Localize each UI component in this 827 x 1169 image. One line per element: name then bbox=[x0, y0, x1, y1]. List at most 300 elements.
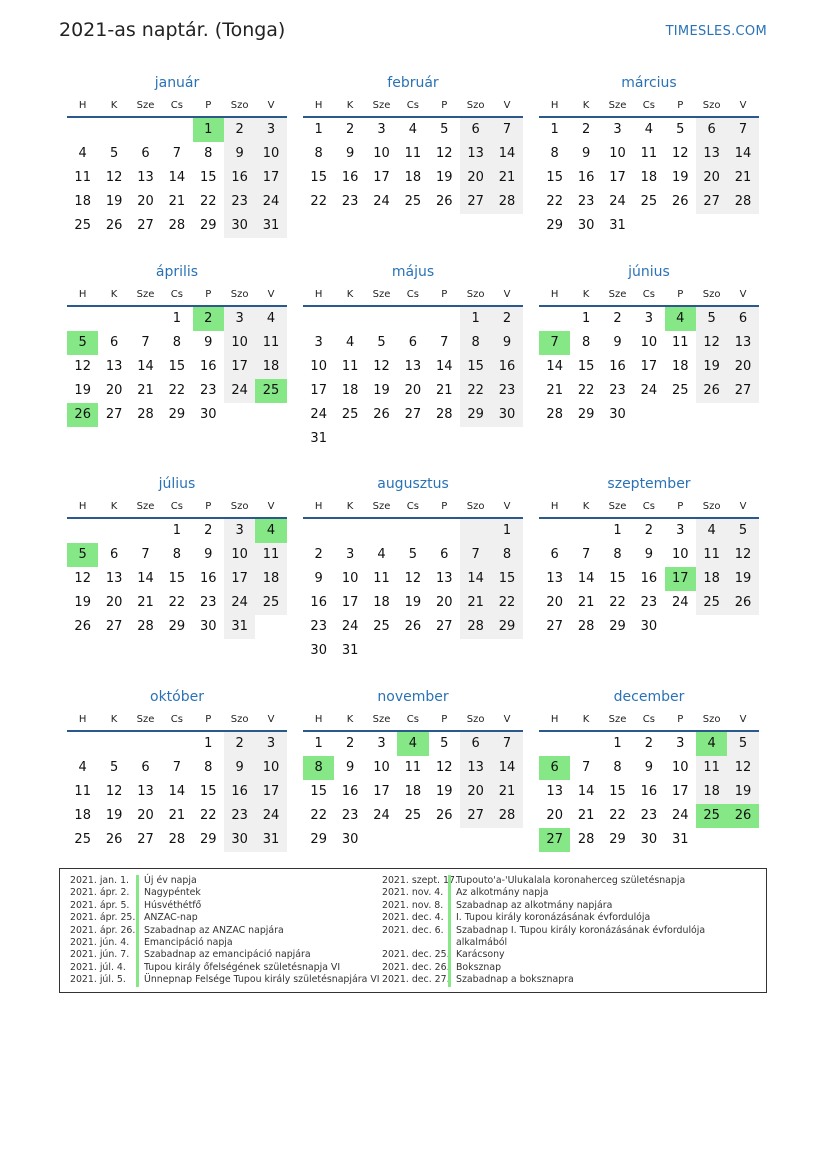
day-cell: 17 bbox=[665, 567, 696, 591]
day-cell: 15 bbox=[310, 784, 327, 799]
day-cell: 22 bbox=[310, 194, 327, 209]
weekday-label: Sze bbox=[608, 289, 627, 300]
day-cell: 4 bbox=[78, 760, 87, 775]
day-cell: 27 bbox=[460, 190, 491, 214]
day-cell: 26 bbox=[435, 808, 453, 823]
day-cell: 11 bbox=[74, 784, 91, 799]
day-cell: 25 bbox=[255, 379, 286, 403]
day-cell: 17 bbox=[609, 170, 626, 185]
day-cell: 23 bbox=[199, 383, 217, 398]
holiday-name: Emancipáció napja bbox=[136, 937, 380, 949]
weekday-label: Szo bbox=[702, 714, 721, 725]
day-cell: 3 bbox=[224, 519, 255, 543]
day-cell: 10 bbox=[224, 543, 255, 567]
day-cell: 11 bbox=[404, 146, 422, 161]
empty-cell bbox=[130, 519, 161, 543]
weekday-label: V bbox=[267, 289, 275, 300]
weekday-label: Sze bbox=[136, 100, 155, 111]
day-cell: 13 bbox=[404, 359, 422, 374]
weekday-label: K bbox=[110, 100, 118, 111]
day-cell: 22 bbox=[310, 808, 327, 823]
day-cell: 18 bbox=[404, 784, 422, 799]
holiday-date: 2021. dec. 27. bbox=[382, 974, 450, 986]
day-cell: 30 bbox=[640, 619, 658, 634]
day-cell: 8 bbox=[314, 146, 323, 161]
day-cell: 19 bbox=[727, 567, 758, 591]
holiday-date: 2021. jan. 1. bbox=[70, 875, 130, 886]
weekday-label: Szo bbox=[230, 289, 249, 300]
day-cell: 20 bbox=[546, 595, 563, 610]
day-cell: 18 bbox=[341, 383, 359, 398]
empty-cell bbox=[696, 403, 727, 427]
holiday-date: 2021. ápr. 5. bbox=[70, 899, 130, 911]
day-cell: 2 bbox=[644, 523, 653, 538]
day-cell: 23 bbox=[341, 808, 359, 823]
day-cell: 17 bbox=[671, 784, 689, 799]
empty-cell bbox=[98, 732, 129, 756]
day-cell: 26 bbox=[74, 619, 91, 634]
day-cell: 12 bbox=[435, 146, 453, 161]
empty-cell bbox=[539, 519, 570, 543]
day-cell: 8 bbox=[172, 335, 181, 350]
day-cell: 7 bbox=[491, 118, 522, 142]
day-cell: 18 bbox=[696, 780, 727, 804]
day-cell: 6 bbox=[727, 307, 758, 331]
day-cell: 6 bbox=[109, 547, 119, 562]
empty-cell bbox=[130, 307, 161, 331]
weekday-header bbox=[303, 495, 523, 519]
empty-cell bbox=[98, 118, 129, 142]
day-cell: 4 bbox=[644, 122, 653, 137]
holiday-name: Szabadnap az emancipáció napjára bbox=[136, 949, 380, 961]
day-cell: 31 bbox=[341, 643, 359, 658]
weekday-label: Cs bbox=[170, 501, 183, 512]
day-grid bbox=[67, 118, 287, 238]
day-cell: 17 bbox=[255, 166, 286, 190]
day-cell: 17 bbox=[640, 359, 658, 374]
day-cell: 2 bbox=[193, 307, 224, 331]
weekday-label: V bbox=[739, 501, 747, 512]
day-cell: 13 bbox=[546, 784, 563, 799]
legend-row bbox=[70, 875, 380, 887]
day-cell: 15 bbox=[546, 170, 563, 185]
weekday-label: H bbox=[78, 289, 87, 300]
day-cell: 11 bbox=[341, 359, 359, 374]
day-cell: 25 bbox=[640, 194, 658, 209]
day-cell: 18 bbox=[696, 567, 727, 591]
day-cell: 10 bbox=[671, 760, 689, 775]
weekday-label: Szo bbox=[230, 714, 249, 725]
day-cell: 18 bbox=[404, 170, 422, 185]
day-cell: 2 bbox=[224, 732, 255, 756]
day-cell: 22 bbox=[199, 194, 217, 209]
day-cell: 16 bbox=[640, 784, 658, 799]
day-cell: 13 bbox=[105, 359, 123, 374]
month-calendar bbox=[67, 686, 287, 852]
day-cell: 16 bbox=[491, 355, 522, 379]
weekday-label: P bbox=[677, 289, 684, 300]
day-cell: 27 bbox=[435, 619, 453, 634]
month-name: augusztus bbox=[377, 476, 449, 492]
weekday-label: Sze bbox=[372, 289, 391, 300]
day-cell: 30 bbox=[609, 407, 626, 422]
weekday-label: V bbox=[739, 100, 747, 111]
day-cell: 27 bbox=[539, 828, 570, 852]
day-cell: 14 bbox=[727, 142, 758, 166]
day-cell: 26 bbox=[696, 379, 727, 403]
day-cell: 5 bbox=[109, 760, 119, 775]
day-cell: 29 bbox=[310, 832, 327, 847]
empty-cell bbox=[727, 214, 758, 238]
empty-cell bbox=[633, 214, 664, 238]
holiday-name: Az alkotmány napja bbox=[448, 887, 706, 899]
empty-cell bbox=[665, 214, 696, 238]
day-cell: 21 bbox=[491, 780, 522, 804]
weekday-label: Cs bbox=[406, 501, 419, 512]
empty-cell bbox=[161, 118, 192, 142]
day-cell: 15 bbox=[609, 571, 626, 586]
day-cell: 8 bbox=[613, 760, 622, 775]
day-cell: 10 bbox=[255, 142, 286, 166]
weekday-label: H bbox=[78, 714, 87, 725]
day-cell: 21 bbox=[137, 595, 154, 610]
day-cell: 16 bbox=[224, 166, 255, 190]
empty-cell bbox=[98, 519, 129, 543]
empty-cell bbox=[429, 828, 460, 852]
day-cell: 13 bbox=[460, 142, 491, 166]
month-name: július bbox=[158, 476, 196, 492]
day-cell: 10 bbox=[609, 146, 626, 161]
weekday-label: K bbox=[346, 714, 354, 725]
day-cell: 3 bbox=[377, 122, 386, 137]
day-cell: 22 bbox=[460, 379, 491, 403]
day-cell: 8 bbox=[172, 547, 181, 562]
day-cell: 19 bbox=[105, 808, 123, 823]
day-cell: 29 bbox=[199, 832, 217, 847]
empty-cell bbox=[67, 519, 98, 543]
day-cell: 12 bbox=[105, 784, 123, 799]
weekday-label: H bbox=[314, 289, 323, 300]
day-cell: 1 bbox=[581, 311, 591, 326]
day-cell: 24 bbox=[671, 595, 689, 610]
legend-row bbox=[382, 900, 706, 912]
month-calendar bbox=[539, 686, 759, 852]
day-cell: 9 bbox=[224, 756, 255, 780]
day-cell: 13 bbox=[460, 756, 491, 780]
day-cell: 14 bbox=[137, 359, 154, 374]
day-cell: 16 bbox=[224, 780, 255, 804]
day-cell: 15 bbox=[609, 784, 626, 799]
empty-cell bbox=[665, 615, 696, 639]
day-cell: 16 bbox=[341, 784, 359, 799]
holiday-date: 2021. dec. 26. bbox=[382, 961, 450, 973]
day-cell: 12 bbox=[74, 359, 91, 374]
day-cell: 6 bbox=[460, 732, 491, 756]
empty-cell bbox=[727, 403, 758, 427]
day-cell: 19 bbox=[671, 170, 689, 185]
day-grid bbox=[539, 307, 759, 427]
empty-cell bbox=[460, 427, 491, 451]
weekday-label: H bbox=[550, 714, 559, 725]
day-cell: 7 bbox=[581, 547, 591, 562]
day-cell: 5 bbox=[696, 307, 727, 331]
empty-cell bbox=[429, 519, 460, 543]
day-cell: 24 bbox=[255, 190, 286, 214]
day-cell: 24 bbox=[640, 383, 658, 398]
day-cell: 12 bbox=[74, 571, 91, 586]
empty-cell bbox=[255, 403, 286, 427]
empty-cell bbox=[429, 307, 460, 331]
empty-cell bbox=[397, 307, 428, 331]
empty-cell bbox=[429, 427, 460, 451]
day-cell: 9 bbox=[204, 335, 213, 350]
day-cell: 21 bbox=[727, 166, 758, 190]
day-cell: 20 bbox=[137, 194, 154, 209]
day-cell: 23 bbox=[640, 595, 658, 610]
weekday-label: K bbox=[110, 714, 118, 725]
weekday-header bbox=[539, 283, 759, 307]
holiday-name: I. Tupou király koronázásának évfordulója bbox=[448, 912, 706, 924]
day-cell: 29 bbox=[460, 403, 491, 427]
empty-cell bbox=[696, 828, 727, 852]
day-cell: 1 bbox=[172, 523, 181, 538]
day-cell: 2 bbox=[204, 523, 213, 538]
legend-row bbox=[70, 925, 380, 937]
weekday-label: H bbox=[78, 501, 87, 512]
day-cell: 25 bbox=[696, 591, 727, 615]
weekday-label: P bbox=[205, 100, 212, 111]
day-cell: 19 bbox=[696, 355, 727, 379]
day-cell: 27 bbox=[696, 190, 727, 214]
month-name: április bbox=[155, 264, 199, 280]
weekday-label: Sze bbox=[372, 100, 391, 111]
legend-row bbox=[382, 925, 706, 950]
day-cell: 5 bbox=[727, 732, 758, 756]
day-cell: 5 bbox=[408, 547, 417, 562]
day-cell: 14 bbox=[168, 784, 186, 799]
holiday-legend bbox=[59, 868, 767, 993]
day-cell: 2 bbox=[345, 122, 355, 137]
day-cell: 22 bbox=[168, 595, 186, 610]
day-cell: 18 bbox=[255, 355, 286, 379]
day-cell: 27 bbox=[137, 218, 154, 233]
day-cell: 6 bbox=[408, 335, 417, 350]
day-cell: 9 bbox=[644, 760, 653, 775]
day-cell: 1 bbox=[193, 118, 224, 142]
legend-row bbox=[382, 974, 706, 986]
day-cell: 24 bbox=[609, 194, 626, 209]
day-cell: 25 bbox=[255, 591, 286, 615]
day-cell: 11 bbox=[696, 756, 727, 780]
empty-cell bbox=[665, 403, 696, 427]
weekday-label: Szo bbox=[230, 501, 249, 512]
day-cell: 11 bbox=[404, 760, 422, 775]
weekday-label: V bbox=[267, 501, 275, 512]
weekday-label: Cs bbox=[642, 100, 655, 111]
day-cell: 1 bbox=[314, 122, 323, 137]
day-cell: 17 bbox=[341, 595, 359, 610]
holiday-name: Szabadnap a boksznapra bbox=[448, 974, 706, 986]
day-cell: 14 bbox=[546, 359, 563, 374]
day-cell: 26 bbox=[67, 403, 98, 427]
empty-cell bbox=[491, 828, 522, 852]
day-cell: 22 bbox=[168, 383, 186, 398]
weekday-label: Szo bbox=[702, 100, 721, 111]
day-cell: 29 bbox=[199, 218, 217, 233]
day-cell: 21 bbox=[577, 595, 595, 610]
holiday-name: Szabadnap I. Tupou király koronázásának évfordulója alkalmából bbox=[448, 925, 706, 950]
empty-cell bbox=[539, 307, 570, 331]
month-calendar bbox=[539, 261, 759, 427]
day-cell: 20 bbox=[105, 595, 123, 610]
day-cell: 9 bbox=[204, 547, 213, 562]
day-cell: 10 bbox=[224, 331, 255, 355]
day-cell: 30 bbox=[224, 828, 255, 852]
day-cell: 15 bbox=[310, 170, 327, 185]
day-cell: 14 bbox=[137, 571, 154, 586]
empty-cell bbox=[539, 732, 570, 756]
day-cell: 31 bbox=[255, 828, 286, 852]
day-cell: 10 bbox=[671, 547, 689, 562]
weekday-header bbox=[303, 708, 523, 732]
day-cell: 27 bbox=[137, 832, 154, 847]
day-cell: 8 bbox=[491, 543, 522, 567]
day-cell: 29 bbox=[609, 832, 626, 847]
day-cell: 28 bbox=[168, 832, 186, 847]
day-cell: 28 bbox=[546, 407, 563, 422]
holiday-date: 2021. júl. 4. bbox=[70, 961, 126, 973]
day-cell: 9 bbox=[644, 547, 653, 562]
day-cell: 22 bbox=[609, 595, 626, 610]
day-cell: 10 bbox=[255, 756, 286, 780]
weekday-header bbox=[67, 283, 287, 307]
day-cell: 23 bbox=[640, 808, 658, 823]
day-cell: 16 bbox=[341, 170, 359, 185]
day-cell: 1 bbox=[204, 736, 213, 751]
day-cell: 30 bbox=[310, 643, 327, 658]
day-cell: 30 bbox=[199, 407, 217, 422]
day-grid bbox=[303, 732, 523, 852]
empty-cell bbox=[224, 403, 255, 427]
empty-cell bbox=[130, 118, 161, 142]
day-cell: 2 bbox=[581, 122, 591, 137]
weekday-header bbox=[67, 495, 287, 519]
weekday-header bbox=[539, 708, 759, 732]
day-cell: 13 bbox=[137, 784, 154, 799]
month-name: november bbox=[377, 689, 449, 705]
holiday-date: 2021. nov. 8. bbox=[382, 899, 444, 911]
weekday-label: Sze bbox=[608, 100, 627, 111]
weekday-label: Szo bbox=[230, 100, 249, 111]
day-cell: 13 bbox=[546, 571, 563, 586]
day-grid bbox=[303, 118, 523, 214]
day-cell: 28 bbox=[460, 615, 491, 639]
empty-cell bbox=[67, 307, 98, 331]
day-cell: 16 bbox=[577, 170, 595, 185]
legend-row bbox=[70, 887, 380, 899]
day-cell: 1 bbox=[172, 311, 181, 326]
day-cell: 11 bbox=[640, 146, 658, 161]
weekday-label: P bbox=[205, 289, 212, 300]
empty-cell bbox=[696, 214, 727, 238]
day-cell: 27 bbox=[404, 407, 422, 422]
day-cell: 8 bbox=[303, 756, 334, 780]
day-cell: 19 bbox=[435, 784, 453, 799]
day-cell: 23 bbox=[491, 379, 522, 403]
day-cell: 17 bbox=[310, 383, 327, 398]
day-cell: 7 bbox=[141, 547, 150, 562]
empty-cell bbox=[255, 615, 286, 639]
day-cell: 7 bbox=[440, 335, 449, 350]
day-cell: 30 bbox=[199, 619, 217, 634]
weekday-label: P bbox=[677, 100, 684, 111]
empty-cell bbox=[491, 639, 522, 663]
day-cell: 22 bbox=[609, 808, 626, 823]
holiday-date: 2021. ápr. 2. bbox=[70, 887, 130, 899]
day-cell: 12 bbox=[727, 543, 758, 567]
holiday-date: 2021. nov. 4. bbox=[382, 887, 444, 899]
day-cell: 23 bbox=[224, 804, 255, 828]
day-cell: 7 bbox=[141, 335, 150, 350]
empty-cell bbox=[491, 427, 522, 451]
day-cell: 28 bbox=[435, 407, 453, 422]
day-cell: 8 bbox=[581, 335, 591, 350]
day-cell: 21 bbox=[137, 383, 154, 398]
weekday-header bbox=[539, 495, 759, 519]
day-cell: 29 bbox=[491, 615, 522, 639]
day-cell: 13 bbox=[105, 571, 123, 586]
day-cell: 20 bbox=[727, 355, 758, 379]
holiday-name: Szabadnap az alkotmány napjára bbox=[448, 900, 706, 912]
day-cell: 31 bbox=[255, 214, 286, 238]
day-cell: 20 bbox=[460, 166, 491, 190]
day-cell: 4 bbox=[255, 307, 286, 331]
day-cell: 28 bbox=[577, 619, 595, 634]
weekday-header bbox=[303, 283, 523, 307]
day-cell: 12 bbox=[727, 756, 758, 780]
day-cell: 19 bbox=[74, 383, 91, 398]
month-name: június bbox=[628, 264, 670, 280]
day-cell: 28 bbox=[491, 190, 522, 214]
day-cell: 18 bbox=[74, 808, 91, 823]
day-cell: 20 bbox=[696, 166, 727, 190]
weekday-label: K bbox=[346, 289, 354, 300]
empty-cell bbox=[303, 519, 334, 543]
day-cell: 4 bbox=[665, 307, 696, 331]
month-name: május bbox=[391, 264, 435, 280]
day-cell: 2 bbox=[613, 311, 622, 326]
empty-cell bbox=[727, 615, 758, 639]
day-cell: 4 bbox=[397, 732, 428, 756]
day-cell: 3 bbox=[676, 736, 685, 751]
day-cell: 1 bbox=[613, 736, 622, 751]
day-cell: 11 bbox=[373, 571, 390, 586]
empty-cell bbox=[67, 732, 98, 756]
legend-row bbox=[382, 875, 706, 887]
weekday-label: K bbox=[110, 501, 118, 512]
weekday-header bbox=[67, 708, 287, 732]
day-cell: 10 bbox=[373, 760, 390, 775]
day-cell: 28 bbox=[727, 190, 758, 214]
weekday-label: H bbox=[550, 100, 559, 111]
weekday-label: K bbox=[582, 289, 590, 300]
brand-link[interactable]: TIMESLES.COM bbox=[665, 24, 767, 39]
empty-cell bbox=[366, 427, 397, 451]
weekday-label: Cs bbox=[170, 100, 183, 111]
weekday-label: Cs bbox=[406, 289, 419, 300]
weekday-label: K bbox=[110, 289, 118, 300]
day-cell: 17 bbox=[224, 355, 255, 379]
